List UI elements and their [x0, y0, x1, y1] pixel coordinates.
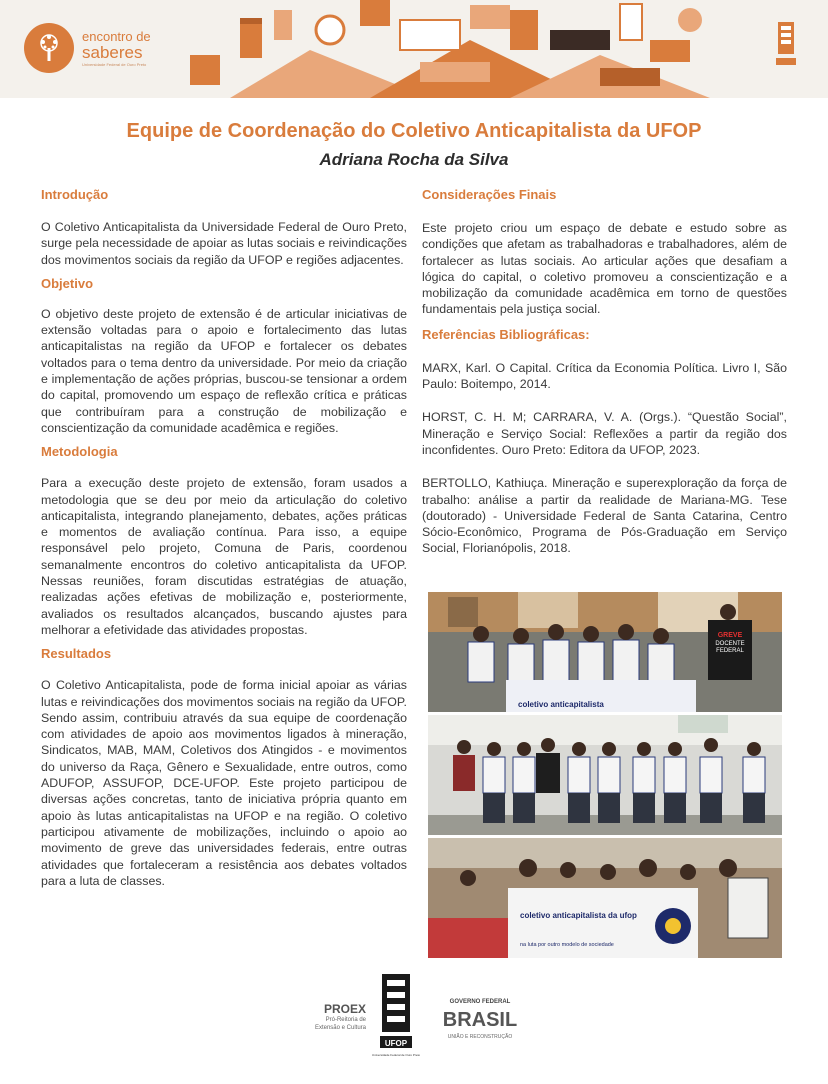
photo-group-indoor: [428, 715, 782, 835]
shirt-text-1: GREVE: [717, 632, 743, 639]
header-banner: [0, 0, 828, 98]
ufop-logo: [371, 972, 421, 1062]
resultados-text: O Coletivo Anticapitalista, pode de forma inicial apoiar as várias lutas e reivindicações dos movimentos sociais na região da UFOP. Sendo assim, contribuiu através da sua equipe de coordenação com atividades de apoio aos movimentos ligados à mineração, Sindicatos, MAB, MAM, Coletivos dos Atingidos - e movimentos do universo da Raça, Gênero e Sexualidade, entre outros, como ADUFOP, ASSUFOP, DCE-UFOP. Este projeto participou de diversas ações concretas, tanto de iniciativa própria quanto em apoio às lutas anticapitalistas na UFOP e na região. O coletivo participou ativamente de mobilizações, incluindo o apoio ao movimento de greve das universidades federais, entre outras atividades que fortaleceram a resistência aos debates voltados para a luta de classes.: [41, 678, 407, 888]
shirt-text-2: DOCENTE: [715, 641, 745, 647]
page-title: Equipe de Coordenação do Coletivo Anticapitalista da UFOP: [126, 120, 702, 142]
section-heading-objetivo: Objetivo: [41, 275, 94, 291]
photo-banner-text: coletivo anticapitalista: [518, 700, 604, 709]
introducao-text: O Coletivo Anticapitalista da Universidade Federal de Ouro Preto, surge pela necessidade de apoiar as lutas sociais e reivindicações dos movimentos sociais da região da UFOP e regiões adjacentes.: [41, 220, 407, 267]
section-heading-introducao: Introdução: [41, 187, 109, 202]
tree-icon: [24, 23, 74, 73]
brasil-subtitle: UNIÃO E RECONSTRUÇÃO: [447, 1034, 513, 1040]
author-name: Adriana Rocha da Silva: [319, 150, 509, 169]
section-heading-consideracoes: Considerações Finais: [422, 187, 557, 202]
consideracoes-text: Este projeto criou um espaço de debate e estudo sobre as condições que afetam as trabalhadoras e trabalhadores, além de fortalecer as lutas sociais. Ao articular ações que desafiam a lógica do capital, o coletivo promoveu a conscientização e a mobilização da comunidade acadêmica em torno de questões fundamentais pela justiça social.: [422, 221, 787, 317]
ufop-logo-subtitle: Universidade Federal de Ouro Preto: [371, 1053, 421, 1057]
left-column: [41, 187, 407, 889]
ufop-small-logo: [774, 20, 798, 70]
reference-2: HORST, C. H. M; CARRARA, V. A. (Orgs.). “Questão Social”, Mineração e Serviço Social: Reflexões a partir da região dos inconfidentes. Ouro Preto: Editora da UFOP, 2023.: [422, 410, 787, 457]
proex-logo: [300, 1002, 366, 1032]
logo-line-2: saberes: [82, 42, 143, 62]
section-heading-referencias: Referências Bibliográficas:: [422, 326, 590, 342]
brasil-label: BRASIL: [442, 1009, 518, 1031]
logo-line-3: Universidade Federal de Ouro Preto: [82, 61, 147, 67]
right-column: [422, 187, 787, 557]
governo-federal-logo: [430, 996, 530, 1046]
isometric-city-illustration: [170, 0, 730, 98]
march-banner-line-2: na luta por outro modelo de sociedade: [520, 942, 614, 948]
shirt-text-3: FEDERAL: [716, 648, 744, 654]
photo-march-banner: [428, 838, 782, 958]
proex-subtitle-1: Pró-Reitoria de: [325, 1017, 366, 1023]
logo-line-1: encontro de: [82, 28, 151, 44]
section-heading-metodologia: Metodologia: [41, 444, 118, 460]
proex-subtitle-2: Extensão e Cultura: [314, 1025, 366, 1031]
reference-1: MARX, Karl. O Capital. Crítica da Economia Política. Livro I, São Paulo: Boitempo, 2014.: [422, 360, 787, 392]
encontro-de-saberes-logo: [24, 22, 184, 74]
photo-group-banner: [428, 592, 782, 712]
metodologia-text: Para a execução deste projeto de extensão, foram usados a metodologia que se deu por meio da articulação do coletivo anticapitalista, integrando planejamento, debates, ações práticas e momentos de avaliação contínua. Para isso, a equipe responsável pelo projeto, Comuna de Paris, coordenou semanalmente encontros do coletivo anticapitalista da UFOP. Nessas reuniões, foram discutidas estratégias de atuação, realizadas ações efetivas de mobilização e, posteriormente, avaliados os resultados alcançados, buscando ajustes para melhorar a efetividade das atividades propostas.: [41, 476, 407, 637]
section-heading-resultados: Resultados: [41, 646, 112, 662]
ufop-logo-text: UFOP: [384, 1039, 408, 1048]
reference-3: BERTOLLO, Kathiuça. Mineração e superexploração da força de trabalho: análise a partir da realidade de Mariana-MG. Tese (doutorado) - Universidade Federal de Santa Catarina, Centro Sócio-Econômico, Programa de Pós-Graduação em Serviço Social, Florianópolis, 2018.: [422, 476, 787, 556]
gov-label: GOVERNO FEDERAL: [449, 999, 511, 1005]
objetivo-text: O objetivo deste projeto de extensão é de articular iniciativas de extensão voltadas para o apoio e fortalecimento das lutas anticapitalistas na região da UFOP e fortalecer os debates voltados para o tema dentro da universidade. Por meio da criação e implementação de ações próprias, buscou-se tensionar a ordem do capital, promovendo um espaço de reflexão crítica e práticas que contribuíram para a construção de mobilização e conscientização da comunidade acadêmica e regiões.: [41, 306, 407, 435]
proex-title: PROEX: [323, 1002, 366, 1016]
march-banner-line-1: coletivo anticapitalista da ufop: [520, 911, 637, 920]
